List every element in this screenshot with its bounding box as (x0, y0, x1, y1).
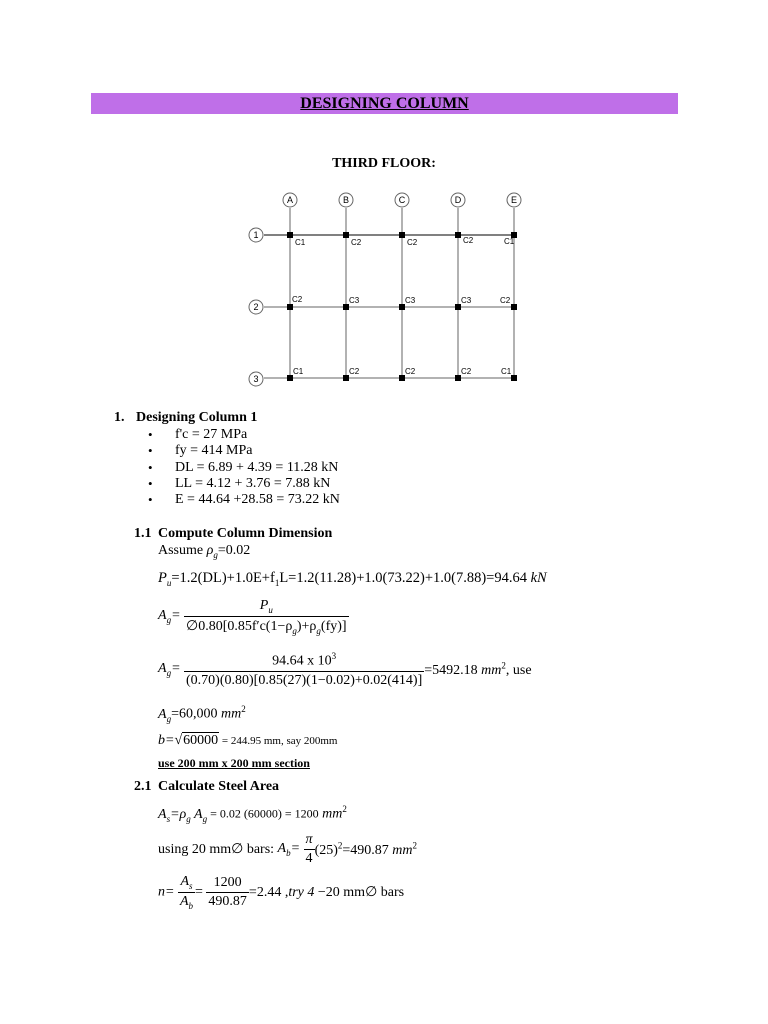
list-item: • DL = 6.89 + 4.39 = 11.28 kN (148, 460, 340, 476)
section-selection: use 200 mm x 200 mm section (158, 756, 310, 770)
as-equation: $A_s=\rho_g$ $A_g = 0.02$ (60000) = 1200 $mm^2$ (158, 804, 347, 824)
section-1-1-heading: Compute Column Dimension (158, 526, 333, 541)
grid-label-d: D (454, 195, 462, 205)
b-equation: b=√60000 = 244.95 mm, say 200mm (158, 733, 338, 748)
column-tag: C1 (504, 237, 515, 246)
grid-label-2: 2 (253, 302, 259, 312)
column-tag: C3 (461, 296, 472, 305)
column-tag: C2 (463, 236, 474, 245)
ab-equation: using 20 mm∅ bars: $A_b=$ $\frac{\pi}{4}$ $(25)^2=490.87$ $mm^2$ (158, 832, 418, 866)
column-tag: C2 (407, 238, 418, 247)
floor-plan-diagram (240, 188, 530, 388)
grid-label-3: 3 (253, 374, 259, 384)
section-2-1-number: 2.1 (134, 779, 152, 794)
assume-rho-line: Assume $\rho_g=0.02$ (158, 543, 251, 560)
design-parameters-list (148, 427, 340, 508)
column-tag: C1 (293, 367, 304, 376)
pu-equation: $P_u=1.2(DL)+1.0E+f_1L=1.2(11.28)+1.0(73.22)+1.0(7.88)=94.64$ kN (158, 570, 547, 588)
section-2-1-heading: Calculate Steel Area (158, 779, 280, 794)
ag-selected: $A_g=60,000$ $mm^2$ (158, 704, 246, 724)
list-item: • LL = 4.12 + 3.76 = 7.88 kN (148, 476, 340, 492)
n-fraction-numeric: $\frac{1200}{490.87}$ (208, 874, 247, 909)
ag-substitution-fraction: $\frac{94.64 x 10^3}{(0.70)(0.80)[0.85(27)(1-0.02)+0.02(414)]}$ (186, 651, 423, 688)
column-tag: C3 (349, 296, 360, 305)
list-item: • fy = 414 MPa (148, 443, 340, 459)
ag-formula: $A_g=$ $\frac{P_u}{\emptyset 0.80[0.85f'c(1-\rho_g)+\rho_g(fy)]}$ (158, 598, 347, 636)
column-tag: C2 (500, 296, 511, 305)
column-tag: C1 (295, 238, 306, 247)
section-1-number: 1. (114, 410, 125, 425)
grid-label-b: B (342, 195, 350, 205)
column-tag: C2 (405, 367, 416, 376)
column-tag: C2 (461, 367, 472, 376)
grid-label-c: C (398, 195, 406, 205)
section-1-1-number: 1.1 (134, 526, 152, 541)
section-1-heading: Designing Column 1 (136, 410, 258, 425)
title-bar (91, 93, 678, 114)
list-item: • E = 44.64 +28.58 = 73.22 kN (148, 492, 340, 508)
grid-label-e: E (510, 195, 518, 205)
column-tag: C1 (501, 367, 512, 376)
grid-label-a: A (286, 195, 294, 205)
column-tag: C3 (405, 296, 416, 305)
ag-fraction: $\frac{P_u}{\emptyset 0.80[0.85f'c(1-\rho_g)+\rho_g(fy)]}$ (186, 598, 347, 636)
column-tag: C2 (292, 295, 303, 304)
page-title: DESIGNING COLUMN (300, 95, 469, 112)
list-item: • f'c = 27 MPa (148, 427, 340, 443)
n-fraction-symbolic: $\frac{A_s}{A_b}$ (179, 874, 194, 911)
column-tag: C2 (351, 238, 362, 247)
column-tag: C2 (349, 367, 360, 376)
floor-subtitle: THIRD FLOOR: (332, 156, 436, 171)
ab-fraction: $\frac{\pi}{4}$ (305, 832, 313, 866)
n-bars-equation: n= $\frac{A_s}{A_b}$ = $\frac{1200}{490.87}$ =2.44 ,try 4 −20 mm∅ bars (158, 874, 405, 911)
ag-substitution: $A_g=$ $\frac{94.64 x 10^3}{(0.70)(0.80)[0.85(27)(1-0.02)+0.02(414)]}$ =5492.18 $mm^2$, use (158, 651, 532, 688)
grid-label-1: 1 (253, 230, 259, 240)
